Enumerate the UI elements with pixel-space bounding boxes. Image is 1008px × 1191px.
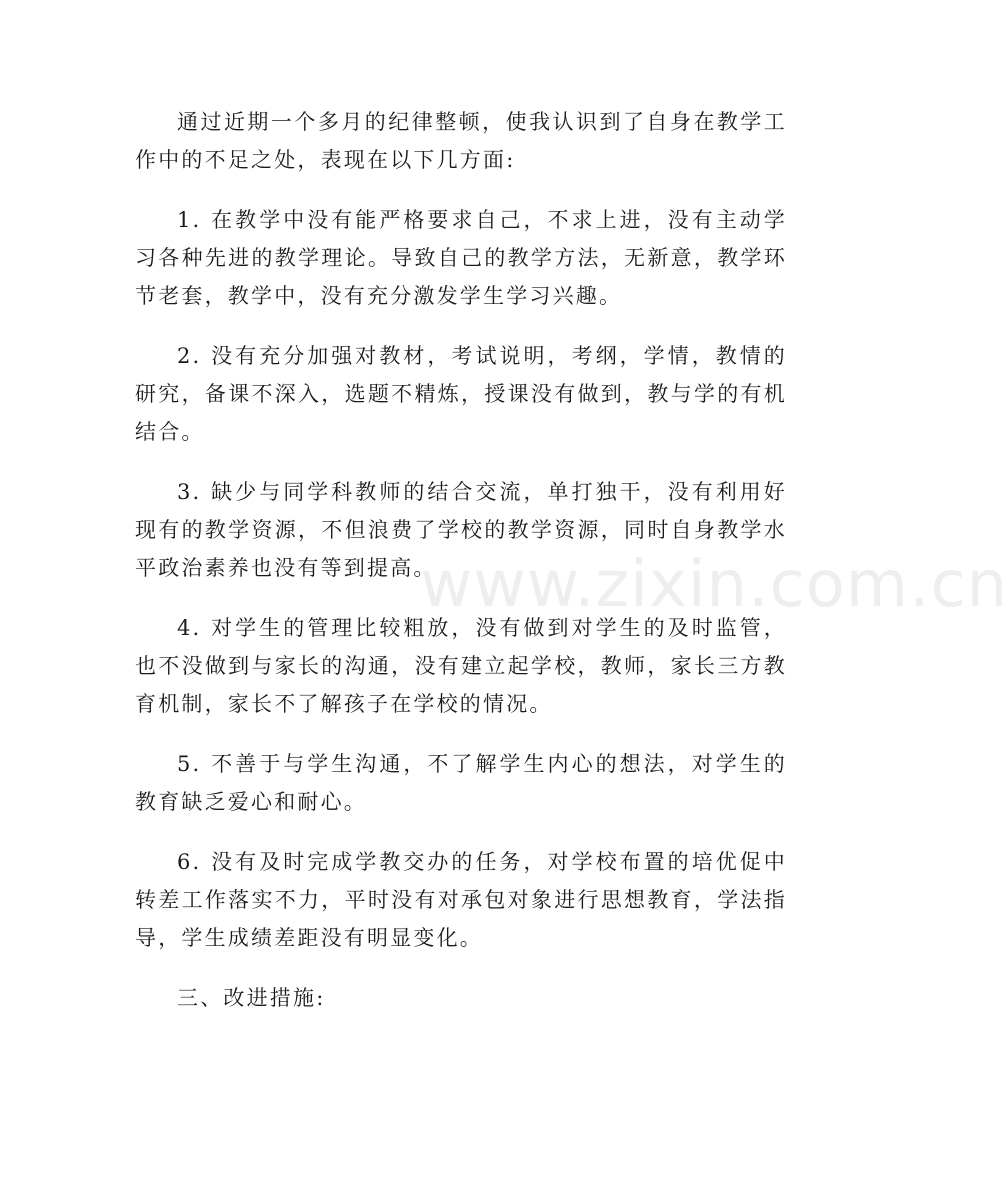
section-heading-improvement: 三、改进措施:: [177, 986, 326, 1010]
point-5-paragraph: 5. 不善于与学生沟通，不了解学生内心的想法，对学生的教育缺乏爱心和耐心。: [135, 752, 787, 814]
point-2-paragraph: 2. 没有充分加强对教材，考试说明，考纲，学情，教情的研究，备课不深入，选题不精炼，授课没有做到，教与学的有机结合。: [135, 344, 787, 444]
point-1-paragraph: 1. 在教学中没有能严格要求自己，不求上进，没有主动学习各种先进的教学理论。导致自己的教学方法，无新意，教学环节老套，教学中，没有充分激发学生学习兴趣。: [135, 208, 787, 308]
point-3-paragraph: 3. 缺少与同学科教师的结合交流，单打独干，没有利用好现有的教学资源，不但浪费了学校的教学资源，同时自身教学水平政治素养也没有等到提高。: [135, 480, 787, 580]
watermark: www.zixin.com.cn: [420, 548, 1008, 622]
document-body: [135, 103, 787, 1039]
intro-paragraph: 通过近期一个多月的纪律整顿，使我认识到了自身在教学工作中的不足之处，表现在以下几方面:: [135, 110, 787, 172]
point-4-paragraph: 4. 对学生的管理比较粗放，没有做到对学生的及时监管，也不没做到与家长的沟通，没有建立起学校，教师，家长三方教育机制，家长不了解孩子在学校的情况。: [135, 616, 787, 716]
point-6-paragraph: 6. 没有及时完成学教交办的任务，对学校布置的培优促中转差工作落实不力，平时没有对承包对象进行思想教育，学法指导，学生成绩差距没有明显变化。: [135, 850, 787, 950]
